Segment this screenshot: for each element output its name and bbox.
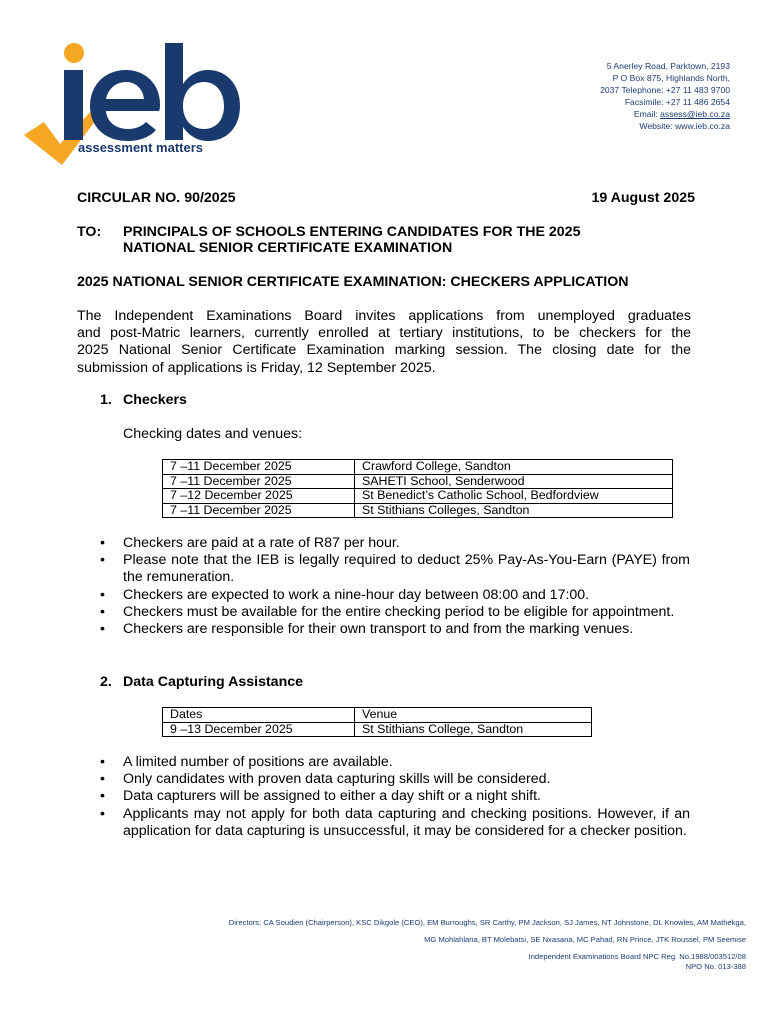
- list-item: [76, 621, 690, 638]
- list-item: [76, 771, 690, 788]
- checker-conditions-list: [76, 535, 690, 638]
- intro-line: and post-Matric learners, currently enrolled at tertiary institutions, to be checkers for the: [77, 325, 691, 342]
- list-item-text: Applicants may not apply for both data capturing and checking positions. However, if an application for data capturing is unsuccessful, it may be considered for a checker position.: [123, 805, 690, 839]
- to-line: PRINCIPALS OF SCHOOLS ENTERING CANDIDATES FOR THE 2025: [123, 224, 581, 240]
- intro-line: The Independent Examinations Board invites applications from unemployed graduates: [77, 308, 691, 324]
- address-line: 5 Anerley Road, Parktown, 2193: [606, 61, 730, 71]
- section-title: Checkers: [123, 392, 187, 408]
- table-cell-date: 7 –12 December 2025: [163, 489, 355, 504]
- intro-paragraph: [77, 308, 691, 377]
- section-title: Data Capturing Assistance: [123, 674, 304, 690]
- footer-registration: Independent Examinations Board NPC Reg. No.1988/003512/08: [528, 952, 746, 961]
- table-header-venue: Venue: [355, 708, 592, 723]
- list-item: [76, 788, 690, 805]
- bullet-icon: •: [100, 552, 105, 569]
- data-capturing-table: [162, 707, 592, 737]
- table-cell-venue: St Stithians Colleges, Sandton: [355, 503, 673, 518]
- table-cell-venue: SAHETI School, Senderwood: [355, 474, 673, 489]
- table-header-date: Dates: [163, 708, 355, 723]
- website-line: Website: www.ieb.co.za: [639, 121, 730, 132]
- bullet-icon: •: [100, 805, 105, 822]
- table-cell-date: 7 –11 December 2025: [163, 460, 355, 475]
- list-item: [76, 535, 690, 552]
- list-item-text: Checkers must be available for the entire checking period to be eligible for appointment.: [123, 603, 675, 620]
- section-number: 2.: [100, 674, 112, 690]
- table-cell-venue: St Stithians College, Sandton: [355, 722, 592, 737]
- list-item: [76, 806, 690, 840]
- bullet-icon: •: [100, 535, 105, 551]
- table-row: [163, 722, 592, 737]
- list-item-text: Checkers are paid at a rate of R87 per hour.: [123, 535, 400, 551]
- phone-line: 2037 Telephone: +27 11 483 9700: [600, 85, 730, 96]
- ieb-logo: [22, 40, 242, 170]
- intro-line: 2025 National Senior Certificate Examination marking session. The closing date for the: [77, 342, 691, 359]
- list-item-text: Checkers are expected to work a nine-hour day between 08:00 and 17:00.: [123, 586, 590, 603]
- email-link[interactable]: assess@ieb.co.za: [660, 109, 730, 120]
- bullet-icon: •: [100, 603, 105, 620]
- email-line: Email: assess@ieb.co.za: [633, 109, 730, 120]
- list-item: [76, 754, 690, 771]
- to-line: NATIONAL SENIOR CERTIFICATE EXAMINATION: [123, 240, 453, 256]
- table-row: [163, 503, 673, 518]
- bullet-icon: •: [100, 754, 105, 770]
- bullet-icon: •: [100, 788, 105, 805]
- to-label: TO:: [77, 224, 102, 240]
- table-cell-date: 7 –11 December 2025: [163, 474, 355, 489]
- table-cell-venue: Crawford College, Sandton: [355, 460, 673, 475]
- list-item-text: Only candidates with proven data capturing skills will be considered.: [123, 771, 551, 788]
- list-item: [76, 552, 690, 586]
- footer-npo: NPO No. 013-388: [685, 962, 746, 971]
- list-item: [76, 587, 690, 604]
- checking-venues-table: [162, 459, 673, 518]
- list-item-text: A limited number of positions are available.: [123, 754, 393, 770]
- table-row: [163, 489, 673, 504]
- list-item-text: Please note that the IEB is legally required to deduct 25% Pay-As-You-Earn (PAYE) from the remuneration.: [123, 552, 690, 586]
- table-cell-venue: St Benedict’s Catholic School, Bedfordview: [355, 489, 673, 504]
- list-item-text: Checkers are responsible for their own transport to and from the marking venues.: [123, 621, 634, 638]
- footer-directors: MG Mohlahlana, BT Molebatsi, SE Nxasana, MC Pahad, RN Prince, JTK Roussel, PM Seemise: [424, 935, 746, 944]
- table-cell-date: 9 –13 December 2025: [163, 722, 355, 737]
- address-block: [600, 60, 730, 133]
- table-row: [163, 474, 673, 489]
- list-item-text: Data capturers will be assigned to either a day shift or a night shift.: [123, 788, 541, 805]
- list-item: [76, 604, 690, 621]
- intro-line: submission of applications is Friday, 12 September 2025.: [77, 359, 436, 376]
- section-subtitle: Checking dates and venues:: [123, 426, 303, 442]
- circular-number: CIRCULAR NO. 90/2025: [77, 190, 236, 206]
- subject-heading: 2025 NATIONAL SENIOR CERTIFICATE EXAMINATION: CHECKERS APPLICATION: [77, 274, 629, 290]
- bullet-icon: •: [100, 621, 105, 638]
- logo-tagline: assessment matters: [78, 140, 204, 155]
- table-row: [163, 460, 673, 475]
- bullet-icon: •: [100, 771, 105, 788]
- footer-directors: Directors: CA Soudien (Chairperson), KSC Dikgole (CEO), EM Burroughs, SR Carthy, PM Jackson, SJ James, NT Johnstone, DL Knowles, AM Mathekga,: [228, 918, 746, 927]
- address-line: P O Box 875, Highlands North,: [612, 73, 730, 84]
- fax-line: Facsimile: +27 11 486 2654: [624, 97, 730, 108]
- table-cell-date: 7 –11 December 2025: [163, 503, 355, 518]
- bullet-icon: •: [100, 586, 105, 603]
- table-header-row: [163, 708, 592, 723]
- data-capturing-conditions-list: [76, 754, 690, 840]
- section-number: 1.: [100, 392, 112, 408]
- circular-date: 19 August 2025: [591, 190, 695, 206]
